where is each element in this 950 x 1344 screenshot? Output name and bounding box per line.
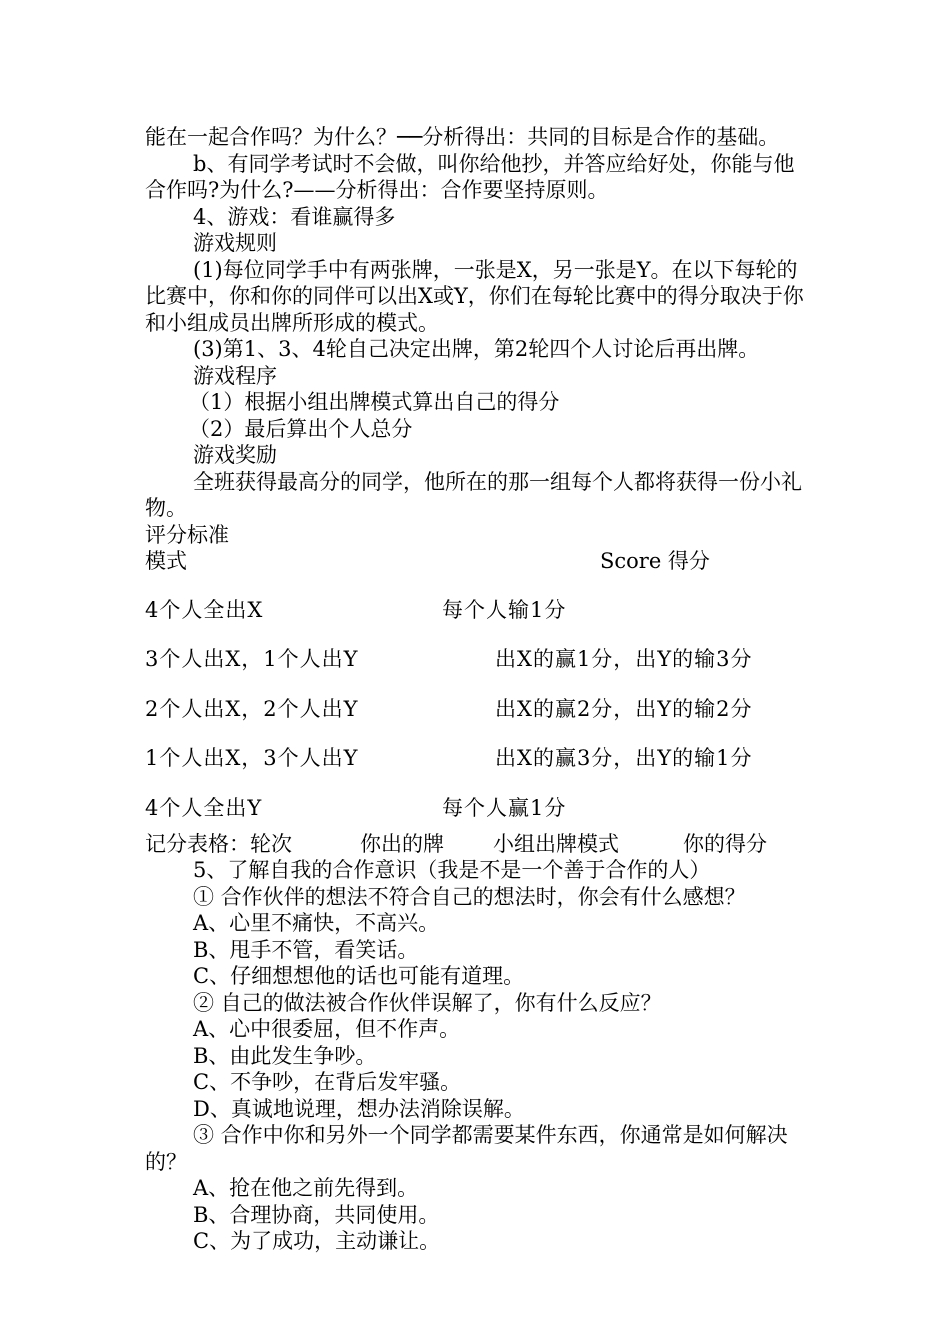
table-cell-score: 出X的赢3分，出Y的输1分 — [495, 746, 753, 770]
scoring-table-header — [145, 548, 810, 575]
paragraph: (1)每位同学手中有两张牌，一张是X，另一张是Y。在以下每轮的比赛中，你和你的同伴可以出X或Y，你们在每轮比赛中的得分取决于你和小组成员出牌所形成的模式。 — [145, 257, 804, 335]
score-sheet-col2: 小组出牌模式 — [493, 831, 619, 856]
option: C、不争吵，在背后发牢骚。 — [193, 1070, 462, 1094]
table-cell-pattern: 3个人出X，1个人出Y — [145, 647, 359, 671]
table-cell-score: 每个人赢1分 — [442, 795, 567, 820]
document-body — [145, 124, 810, 1255]
table-row — [145, 646, 810, 696]
option: B、由此发生争吵。 — [193, 1043, 377, 1068]
option: C、为了成功，主动谦让。 — [193, 1229, 441, 1253]
paragraph: 全班获得最高分的同学，他所在的那一组每个人都将获得一份小礼物。 — [145, 469, 802, 520]
table-cell-score: 出X的赢2分，出Y的输2分 — [495, 696, 753, 721]
option: A、抢在他之前先得到。 — [193, 1176, 419, 1200]
option: C、仔细想想他的话也可能有道理。 — [193, 964, 525, 988]
table-row — [145, 795, 810, 831]
question-1: ① 合作伙伴的想法不符合自己的想法时，你会有什么感想？ — [193, 884, 746, 909]
option: A、心里不痛快，不高兴。 — [193, 911, 440, 935]
table-row — [145, 696, 810, 746]
paragraph: 能在一起合作吗？为什么？──分析得出：共同的目标是合作的基础。 — [145, 125, 780, 149]
score-sheet-label: 记分表格：轮次 — [145, 831, 292, 856]
option: B、甩手不管，看笑话。 — [193, 937, 419, 962]
table-cell-pattern: 4个人全出X — [145, 597, 264, 622]
table-cell-pattern: 4个人全出Y — [145, 795, 263, 820]
question-2: ② 自己的做法被合作伙伴误解了，你有什么反应？ — [193, 990, 662, 1015]
list-item: （2）最后算出个人总分 — [189, 416, 413, 441]
subheading: 游戏规则 — [193, 231, 277, 255]
question-3: ③ 合作中你和另外一个同学都需要某件东西，你通常是如何解决的？ — [145, 1123, 788, 1174]
option: D、真诚地说理，想办法消除误解。 — [193, 1096, 525, 1121]
subheading: 游戏奖励 — [193, 443, 277, 467]
score-sheet-col1: 你出的牌 — [360, 831, 444, 856]
list-item: （1）根据小组出牌模式算出自己的得分 — [189, 390, 560, 414]
table-cell-pattern: 2个人出X，2个人出Y — [145, 696, 359, 721]
section-heading: 4、游戏：看谁赢得多 — [193, 204, 396, 229]
section-heading: 5、了解自我的合作意识（我是不是一个善于合作的人） — [193, 858, 711, 882]
paragraph: b、有同学考试时不会做，叫你给他抄，并答应给好处，你能与他合作吗?为什么?——分析得出：合作要坚持原则。 — [145, 151, 795, 202]
table-row — [145, 745, 810, 795]
score-sheet-header — [145, 831, 810, 858]
score-sheet-col3: 你的得分 — [683, 831, 767, 856]
option: B、合理协商，共同使用。 — [193, 1202, 440, 1227]
header-pattern: 模式 — [145, 549, 187, 573]
option: A、心中很委屈，但不作声。 — [193, 1017, 461, 1041]
subheading: 游戏程序 — [193, 363, 277, 388]
table-row — [145, 597, 810, 647]
table-cell-score: 出X的赢1分，出Y的输3分 — [495, 647, 753, 671]
subheading: 评分标准 — [145, 522, 229, 547]
table-cell-pattern: 1个人出X，3个人出Y — [145, 746, 359, 770]
paragraph: (3)第1、3、4轮自己决定出牌，第2轮四个人讨论后再出牌。 — [193, 337, 760, 361]
header-score: Score 得分 — [600, 549, 710, 573]
table-cell-score: 每个人输1分 — [442, 597, 567, 622]
